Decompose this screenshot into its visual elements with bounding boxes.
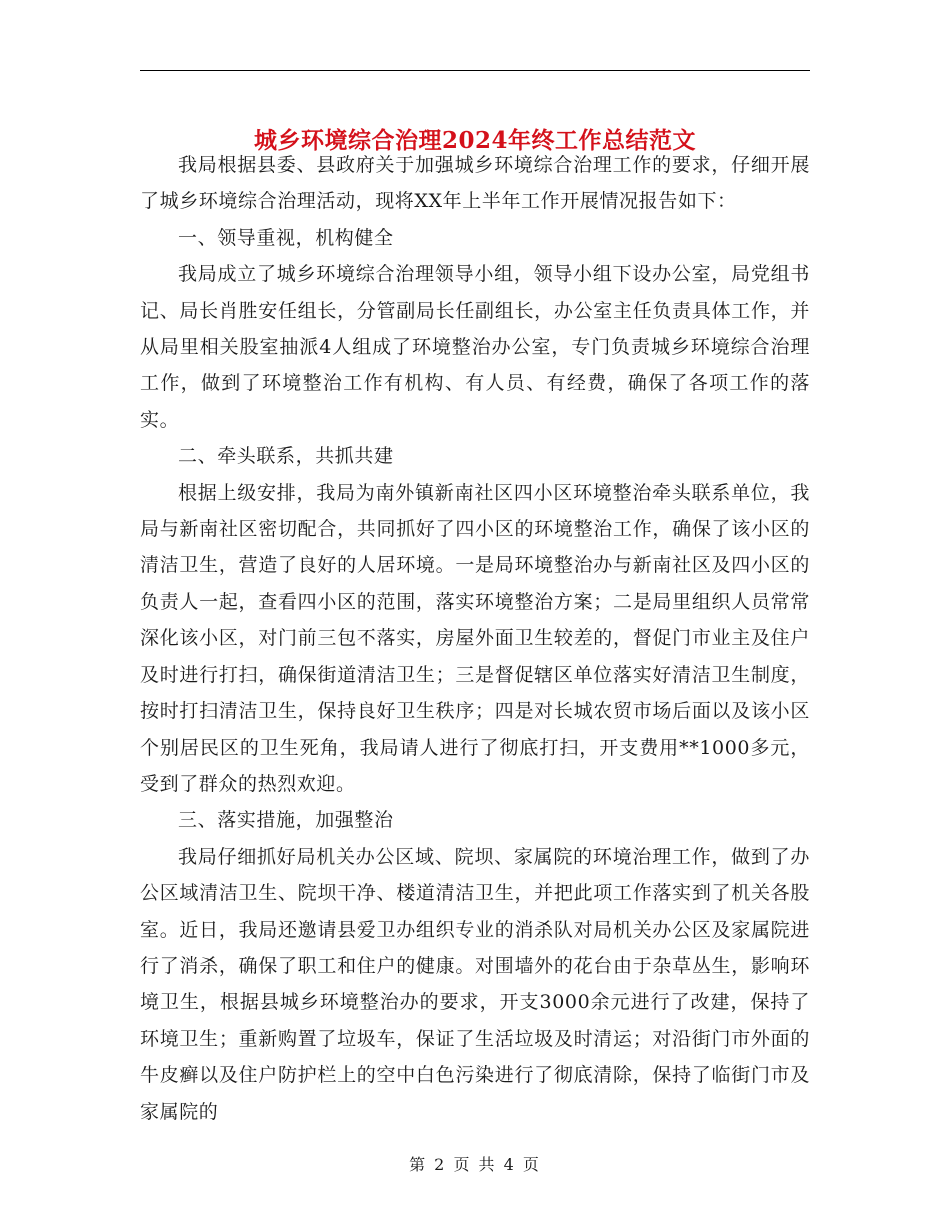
header-rule xyxy=(140,70,810,71)
section-heading-3: 三、落实措施，加强整治 xyxy=(178,809,394,832)
section-heading-2: 二、牵头联系，共抓共建 xyxy=(178,445,394,468)
section-heading-1: 一、领导重视，机构健全 xyxy=(178,226,394,249)
section-paragraph-2: 根据上级安排，我局为南外镇新南社区四小区环境整治牵头联系单位，我局与新南社区密切配合，共同抓好了四小区的环境整治工作，确保了该小区的清洁卫生，营造了良好的人居环境。一是局环境整治办与新南社区及四小区的负责人一起，查看四小区的范围，落实环境整治方案；二是局里组织人员常常深化该小区，对门前三包不落实，房屋外面卫生较差的，督促门市业主及住户及时进行打扫，确保街道清洁卫生；三是督促辖区单位落实好清洁卫生制度，按时打扫清洁卫生，保持良好卫生秩序；四是对长城农贸市场后面以及该小区个别居民区的卫生死角，我局请人进行了彻底打扫，开支费用**1000多元，受到了群众的热烈欢迎。 xyxy=(140,481,810,795)
section-paragraph-1: 我局成立了城乡环境综合治理领导小组，领导小组下设办公室，局党组书记、局长肖胜安任组长，分管副局长任副组长，办公室主任负责具体工作，并从局里相关股室抽派4人组成了环境整治办公室，专门负责城乡环境综合治理工作，做到了环境整治工作有机构、有人员、有经费，确保了各项工作的落实。 xyxy=(140,263,810,431)
page-number: 第 2 页 共 4 页 xyxy=(409,1155,541,1174)
document-body xyxy=(140,147,810,1130)
intro-paragraph: 我局根据县委、县政府关于加强城乡环境综合治理工作的要求，仔细开展了城乡环境综合治理活动，现将XX年上半年工作开展情况报告如下： xyxy=(140,154,810,213)
document-title: 城乡环境综合治理2024年终工作总结范文 xyxy=(253,127,696,155)
section-paragraph-3: 我局仔细抓好局机关办公区域、院坝、家属院的环境治理工作，做到了办公区域清洁卫生、院坝干净、楼道清洁卫生，并把此项工作落实到了机关各股室。近日，我局还邀请县爱卫办组织专业的消杀队对局机关办公区及家属院进行了消杀，确保了职工和住户的健康。对围墙外的花台由于杂草丛生，影响环境卫生，根据县城乡环境整治办的要求，开支3000余元进行了改建，保持了环境卫生；重新购置了垃圾车，保证了生活垃圾及时清运；对沿街门市外面的牛皮癣以及住户防护栏上的空中白色污染进行了彻底清除，保持了临街门市及家属院的 xyxy=(140,845,810,1123)
